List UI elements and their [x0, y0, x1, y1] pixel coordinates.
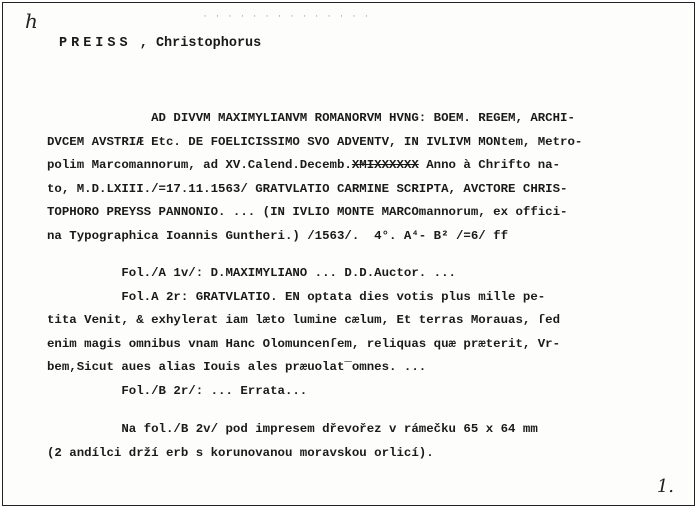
note-line: (2 andílci drží erb s korunovanou moravskou orlicí).: [47, 445, 434, 460]
top-smudge: · · · · · · · · · · · · · ·: [203, 13, 371, 21]
folio-line: Fol./A 1v/: D.MAXIMYLIANO ... D.D.Auctor. ...: [47, 266, 456, 280]
page-number: 1.: [656, 476, 674, 497]
catalog-card: [2, 2, 695, 506]
title-line-tail: Anno à Chrifto na-: [418, 158, 561, 173]
title-line: na Typographica Ioannis Guntheri.) /1563/. 4°. A⁴- B² /=6/ ff: [47, 228, 509, 243]
title-line: DVCEM AVSTRIÆ Etc. DE FOELICISSIMO SVO ADVENTV, IN IVLIVM MONtem, Metro-: [47, 134, 583, 149]
title-line-start: polim Marcomannorum, ad XV.Calend.Decemb.: [47, 158, 352, 173]
author-given-name: Christophorus: [155, 36, 262, 51]
title-line: TOPHORO PREYSS PANNONIO. ... (IN IVLIO MONTE MARCOmannorum, ex offici-: [47, 205, 568, 220]
title-line: to, M.D.LXIII./=17.11.1563/ GRATVLATIO CARMINE SCRIPTA, AVCTORE CHRIS-: [47, 181, 568, 196]
author-heading: [59, 36, 261, 51]
note-line: Na fol./B 2v/ pod impresem dřevořez v rámečku 65 x 64 mm: [47, 422, 538, 436]
folio-line: Fol./B 2r/: ... Errata...: [47, 383, 308, 398]
folio-line: Fol.A 2r: GRATVLATIO. EN optata dies votis plus mille pe-: [47, 289, 546, 304]
author-separator: ,: [139, 36, 148, 51]
folio-line: enim magis omnibus vnam Hanc Olomuncenſem, reliquas quæ præterit, Vr-: [47, 336, 561, 351]
corner-handwritten-mark: h: [25, 9, 38, 33]
folio-line: tita Venit, & exhylerat iam læto lumine cælum, Et terras Morauas, ſed: [47, 313, 561, 328]
title-line: AD DIVVM MAXIMYLIANVM ROMANORVM HVNG: BOEM. REGEM, ARCHI-: [47, 111, 575, 125]
title-description: [47, 107, 582, 249]
woodcut-note: [47, 418, 538, 465]
struck-out-text: XMIXXXXXX: [351, 158, 419, 173]
folio-line: bem,Sicut aues alias Iouis ales præuolat¯omnes. ...: [47, 360, 427, 375]
folio-notes: [47, 262, 560, 404]
title-line: [47, 154, 582, 178]
author-surname: PREISS: [59, 36, 132, 51]
